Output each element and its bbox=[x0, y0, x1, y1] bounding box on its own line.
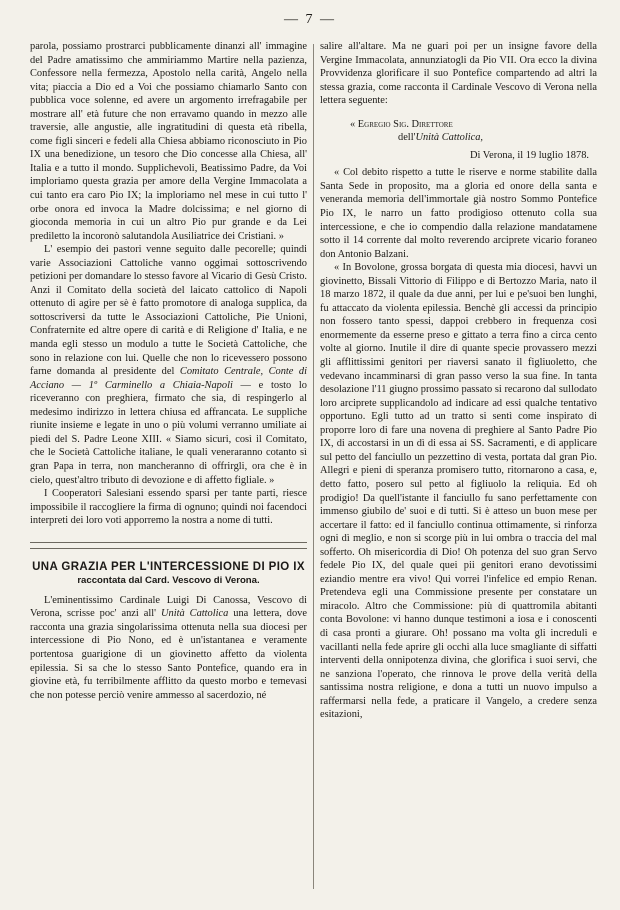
paragraph: I Cooperatori Salesiani essendo sparsi per tante parti, riesce impossibile il raccogliere la firma di ognuno; quindi noi facendoci interpreti dei loro voti apporremo la nostra a nome di tutti. bbox=[30, 488, 307, 527]
article-subheading: raccontata dal Card. Vescovo di Verona. bbox=[77, 575, 260, 587]
letter-salutation: « Egregio Sig. Direttore bbox=[350, 118, 453, 130]
column-divider bbox=[313, 44, 314, 889]
italic-text: Unità Cattolica bbox=[161, 608, 229, 620]
paragraph: parola, possiamo prostrarci pubblicamente dinanzi all' immagine del Padre amatissimo che ammiriammo Martire nella pazienza, Confessore nella fermezza, Apostolo nella carità, Angelo nella vita; piaccia a Dio ed a Voi che possiamo chiamarlo Santo con pubblica voce solenne, ed avere un argomento irrefragabile per mostrare all' età future che non erravamo quando in mezzo alle traversie, alle angustie, alle ingratitudini di questa età ribella, come figli sinceri e fedeli alla Chiesa abbiamo riconosciuto in Pio IX una benedizione, un tesoro che Dio concesse alla Chiesa, all' Italia e a tutto il mondo. Supplichevoli, Beatissimo Padre, da Voi imploriamo questa grazia per amore della Vergine Immacolata a cui tanto era caro Pio IX; la imploriamo nel mese in cui tutto l' orbe onora ed invoca la Madre dolcissima; e nel giorno di gioconda memoria in cui un altro Pio pur grande e da Lei prediletto la incoronò salutandola Ausiliatrice dei Cristiani. » bbox=[30, 41, 307, 242]
letter-date: Di Verona, il 19 luglio 1878. bbox=[469, 149, 589, 161]
article-heading: UNA GRAZIA PER L'INTERCESSIONE DI PIO IX bbox=[32, 560, 305, 573]
paragraph: « In Bovolone, grossa borgata di questa mia diocesi, havvi un giovinetto, Bissali Vittorio di Filippo e di Bertozzo Maria, nato il 18 marzo 1872, il quale da due anni, per lui e pe'suoi ben lunghi, fu attaccato da violenta epilessia. Benchè gli accessi da principio non fossero tanto spessi, dappoi crebbero in frequenza così enormemente da esserne preso e gittato a terra fino a circa cento volte al giorno. Inutile il dire di quante specie provassero mezzi gli afflittissimi genitori per riaversi sanato il figliuoletto, che vedevano incamminarsi di gran passo verso la sua fine. In tanta desolazione l'11 giugno prossimo passato si recarono dal sullodato loro arciprete supplicandolo ad indicare ad essi qualche tentativo opportuno. Egli tutto ad un tratto si sentì come inspirato di proporre loro di fare una novena di preghiere al Santo Padre Pio IX, di accostarsi in un dì di essa ai SS. Sacramenti, e di applicare sul petto del fanciullo un pezzettino di vesta, portata dal gran Pio. Allegri e pieni di speranza promisero tutto, ritornarono a casa, e, detto fatto, posero sul petto al figliuolo la reliquia. Ed oh prodigio! Da quell'istante il fanciullo fu sano perfettamente con immenso giubilo de' suoi e di tutti. Si è atteso un buon mese per accertare il fatto: ed il fanciullo continua ottimamente, si rinforza ogni dì meglio, e non si scorge più in lui ombra o traccia del mal sofferto. Oh misericordia di Dio! Oh potenza del suo gran Servo fedele Pio IX, del quale quei pii genitori erano devotissimi eziandio mentre era vivo! Qui vorrei l'infelice ed empio Renan. Pretendeva egli una Commissione presente per constatare un miracolo. Altro che Commissione: più di quattromila abitanti conta Bovolone: vi hanno dunque testimoni a iosa e i conoscenti di casa pronti a giurare. Oh! possano ma volta gli increduli e vacillanti nella fede aprire gli occhi alla luce smagliante di siffatti interventi della onnipotenza divina, che glorifica i suoi servi, che ne sanziona l'operato, che rinnova le prove della verità della santissima nostra religione, e dona a tutti un nuovo impulso a raffermarsi nella fede, a praticare il Vangelo, a credere senza esitazioni, bbox=[320, 262, 597, 721]
italic-text: Comitato Centrale, Conte di Acciano — 1º Carminello a Chiaia-Napoli bbox=[30, 366, 307, 391]
italic-text: Unità Cattolica, bbox=[415, 132, 483, 144]
divider bbox=[30, 542, 307, 543]
left-column bbox=[30, 40, 307, 702]
page-number: — 7 — bbox=[284, 12, 336, 27]
right-column bbox=[320, 40, 597, 722]
text-run: — e tosto lo riceveranno con preghiera, firmato che sia, di respingerlo al medesimo indirizzo in lettera chiusa ed affrancata. Le suppliche riunite insieme e legate in uno o più volumi verranno umiliate ai piedi del S. Padre Leone XIII. « Siamo sicuri, così il Comitato, che le Società Cattoliche italiane, le quali veneraranno cotanto sì gran Papa in terra, non mancheranno di offrirgli, ora che è in cielo, quest'altro tributo di devozione e di affetto figliale. » bbox=[30, 379, 307, 486]
letter-addressee bbox=[320, 131, 597, 145]
paragraph: salire all'altare. Ma ne guari poi per un insigne favore della Vergine Immacolata, annunziatogli da Pio VII. Ora ecco la divina Provvidenza glorificare il suo Pontefice compartendo ad altri la stessa grazia, come racconta il Cardinale Vescovo di Verona nella lettera seguente: bbox=[320, 41, 597, 107]
paragraph: « Col debito rispetto a tutte le riserve e norme stabilite dalla Santa Sede in proposito, ma a gloria ed onore della santa e veneranda memoria dell'immortale già nostro Sommo Pontefice Pio IX, le narro un fatto prodigioso ottenuto colla sua intercessione, e che io compendio dalla relazione mandatamene sotto il 14 corrente dal molto reverendo arciprete vicario foraneo don Antonio Balzani. bbox=[320, 167, 597, 260]
text-run: una lettera, dove racconta una grazia singolarissima ottenuta nella sua diocesi per intercessione di Pio Nono, ed è un'istantanea e veramente portentosa guarigione di un giovinetto affetto da violenta epilessia. Si sa che lo stesso Santo Pontefice, quando era in giovine età, fu terribilmente afflitto da questo morbo e temevasi che non potesse perciò venire ammesso al sacerdozio, né bbox=[30, 608, 307, 701]
text-run: L' esempio dei pastori venne seguito dalle pecorelle; quindi varie Associazioni Cattoliche vanno oggimai sottoscrivendo petizioni per domandare lo stesso favore al Vicario di Gesù Cristo. Anzi il Comitato della società del laicato cattolico di Napoli ottenuto di agire per sè è fatto promotore di analoga supplica, da sottoscriversi da tutte le Associazioni Cattoliche, Pie Unioni, Confraternite ed altre opere di carità e di Religione d' Italia, e ne manda egli stesso un modulo a tutte le Società Cattoliche, che sono in relazione con lui. Quelle che non lo ricevessero possono farne domanda al presidente del bbox=[30, 244, 307, 378]
paragraph bbox=[30, 594, 307, 702]
divider bbox=[30, 548, 307, 549]
text-run: dell' bbox=[398, 132, 416, 144]
text-run: L'eminentissimo Cardinale Luigi Di Canossa, Vescovo di Verona, scrisse poc' anzi all' bbox=[30, 594, 307, 620]
paragraph bbox=[30, 243, 307, 487]
